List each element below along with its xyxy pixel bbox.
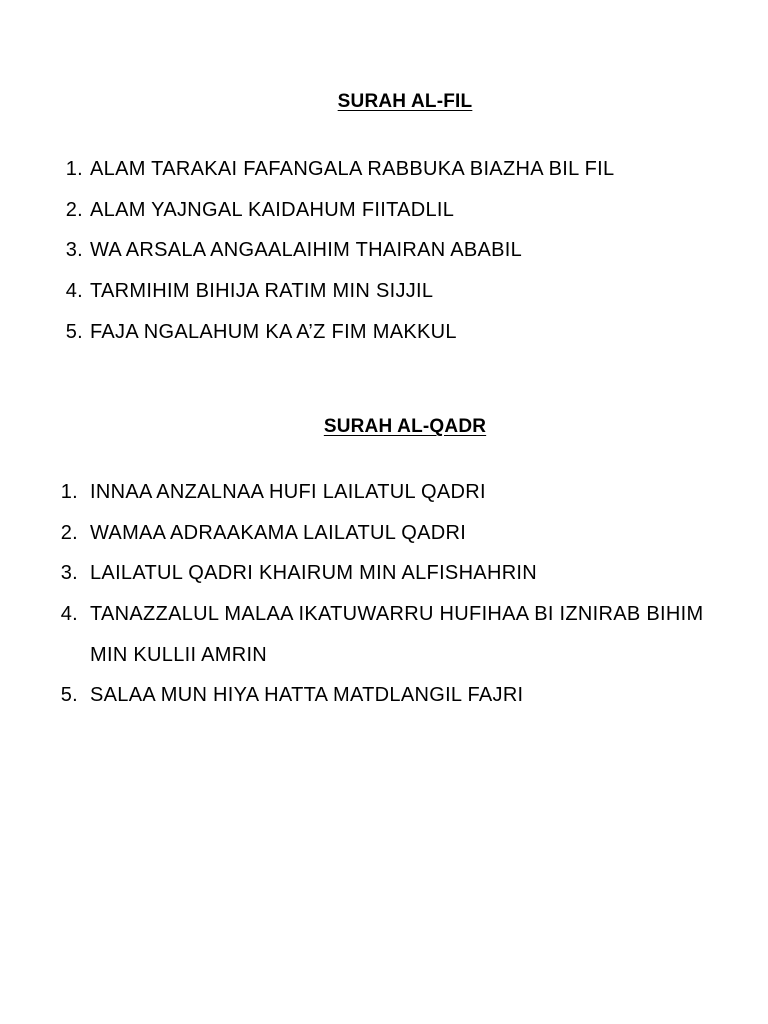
verse-item [0, 149, 768, 190]
verse-item [0, 513, 768, 554]
verse-number: 5. [60, 684, 78, 707]
verse-item [0, 594, 768, 675]
verse-item [0, 190, 768, 231]
verse-list [0, 472, 768, 716]
verse-text: SALAA MUN HIYA HATTA MATDLANGIL FAJRI [90, 684, 524, 707]
verse-number: 1. [60, 481, 78, 503]
verse-number: 2. [60, 521, 78, 544]
verse-number: 3. [60, 562, 78, 585]
surah-al-fil-section [0, 88, 768, 352]
surah-al-qadr-section [0, 413, 768, 716]
verse-text: TARMIHIM BIHIJA RATIM MIN SIJJIL [90, 280, 434, 303]
verse-item [0, 675, 768, 716]
verse-number: 4. [60, 603, 78, 626]
verse-item [0, 553, 768, 594]
section-title: SURAH AL-QADR [323, 416, 487, 437]
verse-number: 2. [65, 198, 83, 221]
verse-number: 3. [65, 239, 83, 262]
verse-number: 1. [65, 158, 83, 180]
verse-text: TANAZZALUL MALAA IKATUWARRU HUFIHAA BI IZNIRAB BIHIM MIN KULLII AMRIN [90, 603, 704, 666]
verse-item [0, 472, 768, 513]
verse-text: INNAA ANZALNAA HUFI LAILATUL QADRI [90, 481, 486, 503]
section-title: SURAH AL-FIL [337, 91, 473, 112]
verse-list [0, 149, 768, 352]
verse-text: ALAM TARAKAI FAFANGALA RABBUKA BIAZHA BIL FIL [90, 158, 615, 180]
verse-item [0, 312, 768, 353]
verse-text: WAMAA ADRAAKAMA LAILATUL QADRI [90, 521, 467, 544]
verse-text: ALAM YAJNGAL KAIDAHUM FIITADLIL [90, 198, 455, 221]
verse-text: FAJA NGALAHUM KA A’Z FIM MAKKUL [90, 320, 457, 343]
verse-item [0, 271, 768, 312]
verse-item [0, 230, 768, 271]
verse-text: WA ARSALA ANGAALAIHIM THAIRAN ABABIL [90, 239, 523, 262]
verse-number: 5. [65, 320, 83, 343]
verse-number: 4. [65, 280, 83, 303]
verse-text: LAILATUL QADRI KHAIRUM MIN ALFISHAHRIN [90, 562, 538, 585]
